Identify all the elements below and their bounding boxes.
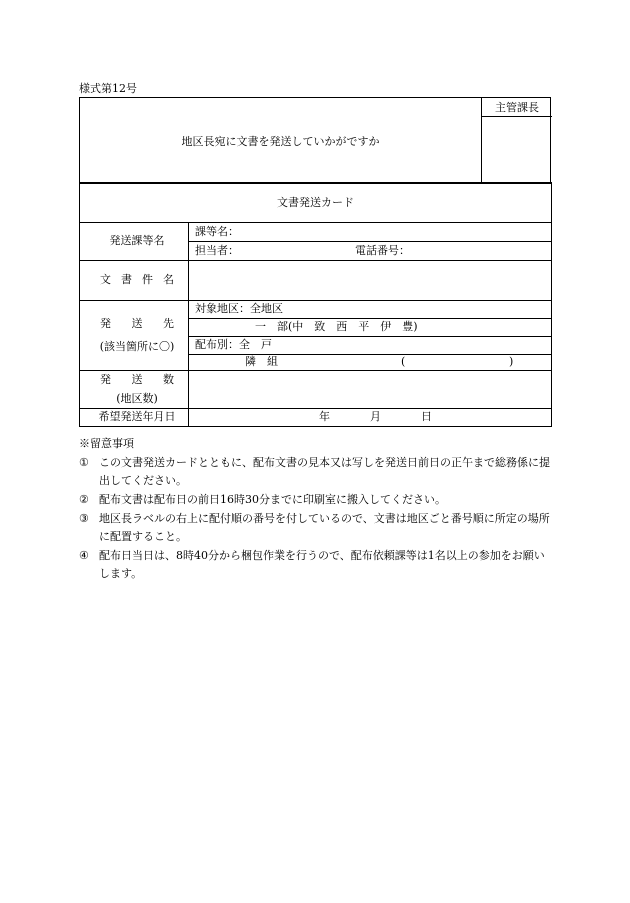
note-item: ① この文書発送カードとともに、配布文書の見本又は写しを発送日前日の正午まで総務係に提出してください。 xyxy=(79,456,550,487)
document-name-field[interactable] xyxy=(189,261,552,301)
count-field[interactable] xyxy=(189,371,552,409)
date-label: 希望発送年月日 xyxy=(80,409,189,427)
person-label: 担当者： xyxy=(195,243,239,257)
neighborhood-option[interactable]: 隣 組 ( ) xyxy=(189,355,552,371)
section-name-label: 課等名： xyxy=(195,224,239,238)
destination-label: 発 送 先 xyxy=(100,317,174,331)
year-label: 年 xyxy=(319,410,330,423)
card-title: 文書発送カード xyxy=(80,183,552,223)
note-item: ② 配布文書は配布日の前日16時30分までに印刷室に搬入してください。 xyxy=(79,493,446,506)
note-item: ③ 地区長ラベルの右上に配付順の番号を付しているので、文書は地区ごと番号順に所定の場所に配置すること。 xyxy=(79,512,550,543)
section-name-field[interactable] xyxy=(189,223,552,242)
note-item: ④ 配布日当日は、8時40分から梱包作業を行うので、配布依頼課等は1名以上の参加をお願いします。 xyxy=(79,549,545,580)
person-phone-field[interactable] xyxy=(189,242,552,261)
notes-heading: ※留意事項 xyxy=(79,437,134,450)
form-number: 様式第12号 xyxy=(79,82,137,95)
target-area-option[interactable]: 対象地区：全地区 xyxy=(189,301,552,319)
chief-label: 主管課長 xyxy=(482,97,552,117)
chief-seal-area[interactable] xyxy=(482,117,552,183)
month-label: 月 xyxy=(370,410,381,423)
count-label: 発 送 数 xyxy=(100,373,174,387)
date-field[interactable] xyxy=(189,409,552,427)
section-label: 発送課等名 xyxy=(80,223,189,261)
subject-text: 地区長宛に文書を発送していかがですか xyxy=(181,135,380,148)
day-label: 日 xyxy=(421,410,432,423)
count-label-cell xyxy=(80,371,189,409)
destination-label-cell xyxy=(80,301,189,371)
dispatch-card-table xyxy=(79,182,552,427)
document-label: 文 書 件 名 xyxy=(80,261,189,301)
partial-option[interactable]: 一 部(中 致 西 平 伊 豊) xyxy=(189,319,552,337)
phone-label: 電話番号： xyxy=(355,243,410,257)
neighborhood-label: 隣 組 xyxy=(245,355,278,368)
notes-section xyxy=(79,435,555,583)
destination-note: (該当箇所に〇) xyxy=(99,339,175,353)
chief-approval-column xyxy=(481,97,552,183)
distribution-option[interactable]: 配布別：全 戸 xyxy=(189,337,552,355)
count-note: (地区数) xyxy=(116,391,158,405)
subject-box xyxy=(79,97,551,183)
